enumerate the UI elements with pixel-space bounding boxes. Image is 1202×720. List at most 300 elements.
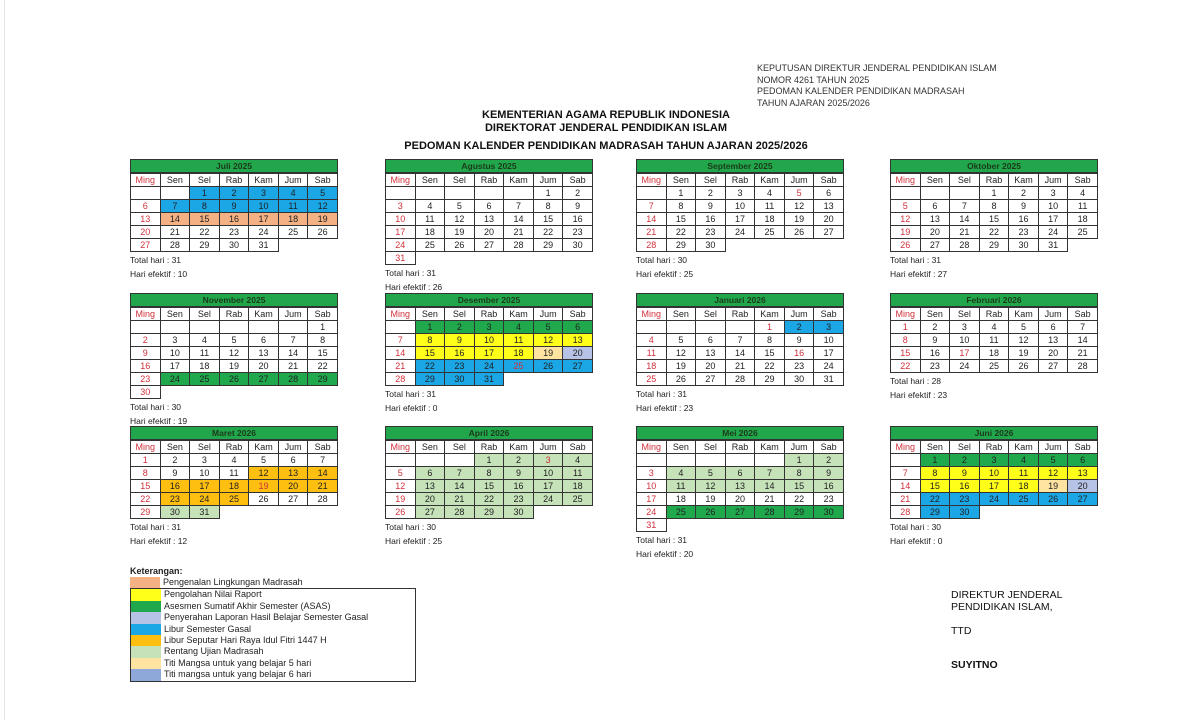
day-cell: 3 [950, 321, 980, 334]
day-cell: 2 [950, 454, 980, 467]
month-calendar [636, 426, 844, 561]
day-cell: 14 [725, 347, 755, 360]
weekday-header: Jum [784, 174, 814, 187]
day-cell: 7 [1068, 321, 1098, 334]
day-cell: 15 [666, 213, 696, 226]
day-cell: 27 [415, 506, 445, 519]
day-cell: 5 [308, 187, 338, 200]
day-cell: 12 [696, 480, 726, 493]
weekday-header: Ming [386, 174, 416, 187]
day-cell: 18 [278, 213, 308, 226]
day-cell: 29 [131, 506, 161, 519]
day-cell: 15 [190, 213, 220, 226]
day-cell: 15 [784, 480, 814, 493]
effective-days: Hari efektif : 25 [636, 268, 694, 279]
day-cell: 25 [637, 373, 667, 386]
weekday-header: Sel [696, 441, 726, 454]
day-cell: 25 [219, 493, 249, 506]
empty-cell [814, 519, 844, 532]
day-cell: 10 [474, 334, 504, 347]
weekday-header: Kam [1009, 441, 1039, 454]
day-cell: 31 [637, 519, 667, 532]
day-cell: 13 [920, 213, 950, 226]
day-cell: 5 [784, 187, 814, 200]
day-cell: 1 [415, 321, 445, 334]
day-cell: 26 [891, 239, 921, 252]
month-calendar [890, 159, 1098, 281]
day-cell: 2 [563, 187, 593, 200]
day-cell: 7 [637, 200, 667, 213]
day-cell: 4 [1009, 454, 1039, 467]
day-cell: 10 [533, 467, 563, 480]
day-cell: 3 [249, 187, 279, 200]
day-cell: 14 [504, 213, 534, 226]
day-cell: 5 [533, 321, 563, 334]
day-cell: 6 [278, 454, 308, 467]
month-title: April 2026 [385, 426, 593, 440]
total-days: Total hari : 28 [890, 376, 942, 386]
day-cell: 12 [249, 467, 279, 480]
weekday-header: Ming [386, 308, 416, 321]
day-cell: 20 [131, 226, 161, 239]
day-cell: 23 [445, 360, 475, 373]
legend-item [131, 589, 415, 600]
day-cell: 25 [278, 226, 308, 239]
day-cell: 12 [1009, 334, 1039, 347]
day-cell: 26 [666, 373, 696, 386]
weekday-header: Sel [445, 174, 475, 187]
day-cell: 21 [950, 226, 980, 239]
day-cell: 27 [131, 239, 161, 252]
legend-label: Pengenalan Lingkungan Madrasah [163, 577, 303, 587]
day-cell: 14 [891, 480, 921, 493]
day-cell: 23 [160, 493, 190, 506]
legend-label: Penyerahan Laporan Hasil Belajar Semester Gasal [164, 612, 369, 623]
day-cell: 30 [160, 506, 190, 519]
day-cell: 16 [950, 480, 980, 493]
day-cell: 25 [1009, 493, 1039, 506]
day-cell: 15 [415, 347, 445, 360]
empty-cell [563, 373, 593, 386]
empty-cell [386, 454, 416, 467]
empty-cell [131, 187, 161, 200]
day-cell: 2 [131, 334, 161, 347]
day-cell: 24 [637, 506, 667, 519]
day-cell: 1 [474, 454, 504, 467]
day-cell: 19 [1038, 480, 1068, 493]
weekday-header: Kam [1009, 308, 1039, 321]
legend-swatch [131, 589, 161, 600]
weekday-header: Ming [891, 174, 921, 187]
day-cell: 24 [190, 493, 220, 506]
day-cell: 6 [696, 334, 726, 347]
day-cell: 31 [190, 506, 220, 519]
day-cell: 29 [474, 506, 504, 519]
weekday-header: Sab [814, 441, 844, 454]
day-cell: 4 [755, 187, 785, 200]
day-cell: 31 [814, 373, 844, 386]
day-cell: 15 [474, 480, 504, 493]
day-cell: 12 [784, 200, 814, 213]
total-days: Total hari : 31 [636, 389, 688, 399]
effective-days: Hari efektif : 0 [385, 402, 438, 413]
weekday-header: Sen [160, 308, 190, 321]
month-calendar [636, 159, 844, 281]
empty-cell [666, 321, 696, 334]
day-cell: 30 [814, 506, 844, 519]
empty-cell [160, 386, 190, 399]
empty-cell [563, 252, 593, 265]
empty-cell [415, 252, 445, 265]
day-cell: 3 [160, 334, 190, 347]
day-cell: 23 [950, 493, 980, 506]
day-cell: 16 [696, 213, 726, 226]
weekday-header: Kam [755, 174, 785, 187]
empty-cell [249, 321, 279, 334]
empty-cell [190, 321, 220, 334]
day-cell: 24 [725, 226, 755, 239]
day-cell: 15 [308, 347, 338, 360]
day-cell: 29 [533, 239, 563, 252]
weekday-header: Jum [278, 441, 308, 454]
day-cell: 21 [637, 226, 667, 239]
empty-cell [474, 187, 504, 200]
day-cell: 5 [219, 334, 249, 347]
day-cell: 23 [920, 360, 950, 373]
empty-cell [308, 386, 338, 399]
day-cell: 13 [1068, 467, 1098, 480]
month-calendar [385, 159, 593, 294]
day-cell: 18 [755, 213, 785, 226]
weekday-header: Sab [1068, 441, 1098, 454]
day-cell: 28 [160, 239, 190, 252]
day-cell: 28 [278, 373, 308, 386]
day-cell: 31 [474, 373, 504, 386]
day-cell: 29 [755, 373, 785, 386]
legend-heading: Keterangan: [130, 566, 183, 576]
weekday-header: Sab [1068, 308, 1098, 321]
day-cell: 22 [190, 226, 220, 239]
day-cell: 13 [249, 347, 279, 360]
empty-cell [278, 506, 308, 519]
empty-cell [725, 454, 755, 467]
day-cell: 14 [950, 213, 980, 226]
empty-cell [504, 373, 534, 386]
day-cell: 11 [755, 200, 785, 213]
day-cell: 19 [1009, 347, 1039, 360]
day-cell: 24 [814, 360, 844, 373]
empty-cell [637, 187, 667, 200]
weekday-header: Kam [1009, 174, 1039, 187]
day-cell: 14 [445, 480, 475, 493]
month-calendar [130, 159, 338, 281]
day-cell: 29 [979, 239, 1009, 252]
day-cell: 20 [563, 347, 593, 360]
day-cell: 21 [504, 226, 534, 239]
day-cell: 7 [755, 467, 785, 480]
day-cell: 16 [131, 360, 161, 373]
day-cell: 27 [725, 506, 755, 519]
day-cell: 17 [533, 480, 563, 493]
empty-cell [784, 239, 814, 252]
day-cell: 29 [190, 239, 220, 252]
legend-item [131, 669, 415, 680]
empty-cell [504, 252, 534, 265]
empty-cell [563, 506, 593, 519]
weekday-header: Jum [533, 441, 563, 454]
day-cell: 1 [533, 187, 563, 200]
effective-days: Hari efektif : 27 [890, 268, 948, 279]
day-cell: 24 [386, 239, 416, 252]
empty-cell [445, 187, 475, 200]
day-cell: 28 [504, 239, 534, 252]
day-cell: 18 [219, 480, 249, 493]
day-cell: 17 [386, 226, 416, 239]
month-calendar [385, 426, 593, 548]
empty-cell [950, 187, 980, 200]
day-cell: 26 [249, 493, 279, 506]
empty-cell [891, 187, 921, 200]
weekday-header: Sen [415, 308, 445, 321]
weekday-header: Sen [920, 174, 950, 187]
day-cell: 9 [219, 200, 249, 213]
month-calendar [890, 426, 1098, 548]
day-cell: 11 [415, 213, 445, 226]
day-cell: 8 [474, 467, 504, 480]
day-cell: 4 [1068, 187, 1098, 200]
weekday-header: Ming [131, 308, 161, 321]
day-cell: 9 [445, 334, 475, 347]
effective-days: Hari efektif : 26 [385, 281, 443, 292]
decree-line: NOMOR 4261 TAHUN 2025 [757, 74, 870, 85]
day-cell: 12 [308, 200, 338, 213]
legend-item [131, 624, 415, 635]
day-cell: 20 [1068, 480, 1098, 493]
day-cell: 19 [784, 213, 814, 226]
weekday-header: Jum [533, 174, 563, 187]
weekday-header: Sel [190, 308, 220, 321]
day-cell: 27 [814, 226, 844, 239]
day-cell: 8 [784, 467, 814, 480]
day-cell: 16 [219, 213, 249, 226]
empty-cell [445, 454, 475, 467]
day-cell: 24 [533, 493, 563, 506]
day-cell: 18 [504, 347, 534, 360]
weekday-header: Sab [814, 308, 844, 321]
empty-cell [814, 239, 844, 252]
day-cell: 22 [755, 360, 785, 373]
day-cell: 4 [278, 187, 308, 200]
total-days: Total hari : 30 [636, 255, 688, 265]
day-cell: 29 [920, 506, 950, 519]
day-cell: 28 [950, 239, 980, 252]
day-cell: 5 [445, 200, 475, 213]
day-cell: 20 [249, 360, 279, 373]
day-cell: 7 [160, 200, 190, 213]
day-cell: 24 [979, 493, 1009, 506]
decree-line: KEPUTUSAN DIREKTUR JENDERAL PENDIDIKAN ISLAM [757, 63, 997, 73]
day-cell: 7 [308, 454, 338, 467]
day-cell: 9 [1009, 200, 1039, 213]
day-cell: 11 [278, 200, 308, 213]
day-cell: 5 [666, 334, 696, 347]
day-cell: 13 [725, 480, 755, 493]
weekday-header: Sen [666, 441, 696, 454]
effective-days: Hari efektif : 0 [890, 535, 943, 546]
legend-swatch [131, 612, 161, 623]
day-cell: 18 [637, 360, 667, 373]
day-cell: 10 [386, 213, 416, 226]
day-cell: 7 [891, 467, 921, 480]
empty-cell [920, 187, 950, 200]
day-cell: 8 [755, 334, 785, 347]
day-cell: 30 [445, 373, 475, 386]
legend-label: Libur Semester Gasal [164, 623, 252, 634]
weekday-header: Sel [445, 308, 475, 321]
empty-cell [219, 321, 249, 334]
weekday-header: Sel [696, 174, 726, 187]
weekday-header: Rab [725, 174, 755, 187]
day-cell: 11 [219, 467, 249, 480]
day-cell: 19 [666, 360, 696, 373]
day-cell: 26 [696, 506, 726, 519]
day-cell: 25 [755, 226, 785, 239]
total-days: Total hari : 31 [130, 255, 182, 265]
day-cell: 14 [755, 480, 785, 493]
empty-cell [1068, 506, 1098, 519]
weekday-header: Sab [563, 174, 593, 187]
day-cell: 26 [219, 373, 249, 386]
day-cell: 10 [637, 480, 667, 493]
day-cell: 18 [563, 480, 593, 493]
day-cell: 25 [666, 506, 696, 519]
weekday-header: Rab [474, 441, 504, 454]
day-cell: 16 [445, 347, 475, 360]
weekday-header: Sab [563, 441, 593, 454]
total-days: Total hari : 30 [130, 402, 182, 412]
day-cell: 6 [474, 200, 504, 213]
weekday-header: Rab [725, 308, 755, 321]
day-cell: 12 [445, 213, 475, 226]
day-cell: 26 [533, 360, 563, 373]
day-cell: 8 [533, 200, 563, 213]
day-cell: 13 [474, 213, 504, 226]
weekday-header: Rab [474, 174, 504, 187]
weekday-header: Jum [278, 174, 308, 187]
day-cell: 11 [563, 467, 593, 480]
day-cell: 11 [637, 347, 667, 360]
day-cell: 26 [386, 506, 416, 519]
day-cell: 20 [725, 493, 755, 506]
day-cell: 23 [696, 226, 726, 239]
month-calendar [890, 293, 1098, 402]
total-days: Total hari : 31 [385, 389, 437, 399]
empty-cell [637, 454, 667, 467]
weekday-header: Sen [666, 174, 696, 187]
day-cell: 8 [891, 334, 921, 347]
day-cell: 1 [131, 454, 161, 467]
weekday-header: Sen [920, 308, 950, 321]
empty-cell [725, 239, 755, 252]
empty-cell [755, 519, 785, 532]
weekday-header: Sel [190, 174, 220, 187]
day-cell: 23 [1009, 226, 1039, 239]
day-cell: 15 [920, 480, 950, 493]
empty-cell [696, 321, 726, 334]
day-cell: 4 [415, 200, 445, 213]
effective-days: Hari efektif : 10 [130, 268, 188, 279]
day-cell: 8 [131, 467, 161, 480]
day-cell: 10 [725, 200, 755, 213]
day-cell: 12 [533, 334, 563, 347]
day-cell: 13 [278, 467, 308, 480]
weekday-header: Kam [249, 308, 279, 321]
day-cell: 6 [920, 200, 950, 213]
day-cell: 21 [755, 493, 785, 506]
weekday-header: Rab [979, 441, 1009, 454]
day-cell: 16 [920, 347, 950, 360]
day-cell: 14 [278, 347, 308, 360]
day-cell: 3 [386, 200, 416, 213]
day-cell: 9 [160, 467, 190, 480]
legend-swatch [131, 635, 161, 646]
legend-label: Titi mangsa untuk yang belajar 6 hari [164, 669, 312, 680]
day-cell: 10 [979, 467, 1009, 480]
empty-cell [160, 187, 190, 200]
day-cell: 22 [474, 493, 504, 506]
weekday-header: Ming [891, 308, 921, 321]
day-cell: 19 [308, 213, 338, 226]
day-cell: 3 [814, 321, 844, 334]
day-cell: 30 [696, 239, 726, 252]
weekday-header: Sen [160, 441, 190, 454]
day-cell: 11 [979, 334, 1009, 347]
day-cell: 22 [131, 493, 161, 506]
day-cell: 24 [474, 360, 504, 373]
weekday-header: Sen [160, 174, 190, 187]
day-cell: 1 [891, 321, 921, 334]
day-cell: 16 [160, 480, 190, 493]
effective-days: Hari efektif : 23 [636, 402, 694, 413]
weekday-header: Jum [1038, 441, 1068, 454]
weekday-header: Jum [278, 308, 308, 321]
day-cell: 16 [504, 480, 534, 493]
empty-cell [696, 454, 726, 467]
day-cell: 24 [1038, 226, 1068, 239]
empty-cell [308, 239, 338, 252]
weekday-header: Sab [814, 174, 844, 187]
empty-cell [1038, 506, 1068, 519]
weekday-header: Sel [950, 308, 980, 321]
day-cell: 26 [1009, 360, 1039, 373]
weekday-header: Rab [979, 174, 1009, 187]
effective-days: Hari efektif : 25 [385, 535, 443, 546]
weekday-header: Sab [308, 174, 338, 187]
day-cell: 30 [131, 386, 161, 399]
day-cell: 22 [784, 493, 814, 506]
day-cell: 2 [1009, 187, 1039, 200]
month-title: Juni 2026 [890, 426, 1098, 440]
day-cell: 29 [666, 239, 696, 252]
day-cell: 9 [920, 334, 950, 347]
day-cell: 26 [1038, 493, 1068, 506]
day-cell: 14 [1068, 334, 1098, 347]
empty-cell [249, 506, 279, 519]
day-cell: 19 [249, 480, 279, 493]
day-cell: 3 [1038, 187, 1068, 200]
day-cell: 19 [696, 493, 726, 506]
weekday-header: Jum [533, 308, 563, 321]
